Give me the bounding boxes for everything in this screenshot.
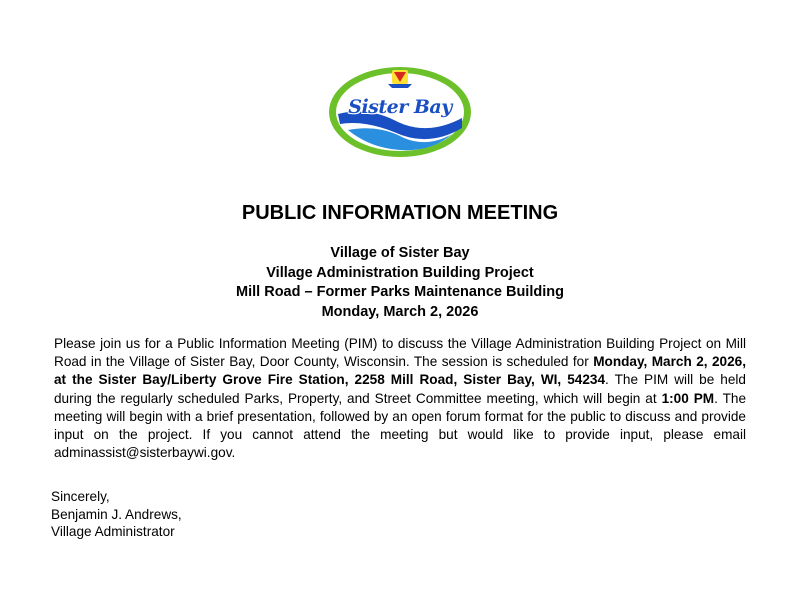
subheading-project: Village Administration Building Project (266, 264, 534, 281)
subheading-village: Village of Sister Bay (330, 245, 470, 261)
subheading-location: Mill Road – Former Parks Maintenance Building (236, 284, 564, 300)
logo-wordmark: Sister Bay (348, 96, 452, 118)
signoff-closing: Sincerely, (51, 489, 110, 504)
signoff-name: Benjamin J. Andrews, (51, 506, 182, 522)
subheading-block (0, 244, 800, 322)
body-paragraph (54, 335, 746, 462)
body-text-3: . The meeting will begin with a brief presentation, followed by an open forum format for the public to discuss and provide input on the project. If you cannot attend the meeting but would like to provide input, please email adminassist@sisterbaywi.gov. (54, 390, 747, 461)
body-bold-time: 1:00 PM (661, 390, 715, 406)
body-text-2: . The PIM will be held during the regularly scheduled Parks, Property, and Street Committee meeting, which will begin at (54, 372, 746, 406)
body-text-1: Please join us for a Public Information Meeting (PIM) to discuss the Village Administration Building Project on Mill Road in the Village of Sister Bay, Door County, Wisconsin. The session is scheduled for (54, 336, 746, 370)
signoff-role: Village Administrator (51, 524, 175, 539)
sister-bay-logo (328, 66, 472, 158)
subheading-date: Monday, March 2, 2026 (321, 303, 479, 320)
page-title: PUBLIC INFORMATION MEETING (241, 202, 559, 224)
signoff-block (51, 488, 182, 541)
body-bold-venue: Monday, March 2, 2026, at the Sister Bay/Liberty Grove Fire Station, 2258 Mill Road, Sister Bay, WI, 54234 (54, 354, 746, 388)
